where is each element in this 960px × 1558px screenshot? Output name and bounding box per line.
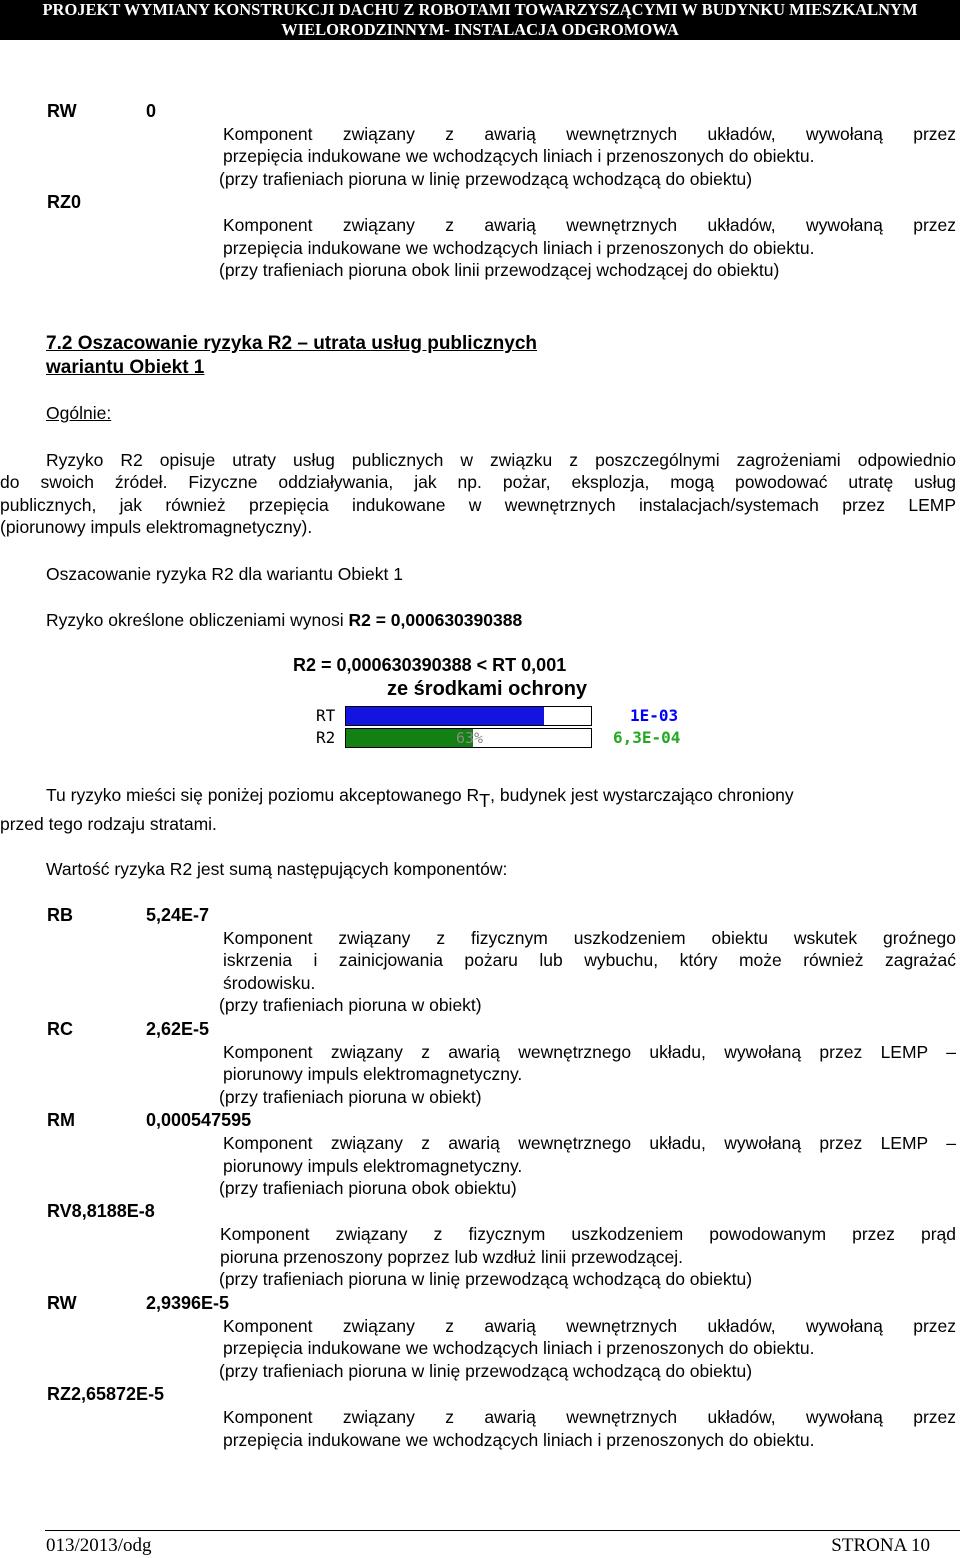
component-value: 2,9396E-5 bbox=[146, 1293, 230, 1313]
header-line-2: WIELORODZINNYM- INSTALACJA ODGROMOWA bbox=[281, 20, 679, 39]
header-line-1: PROJEKT WYMIANY KONSTRUKCJI DACHU Z ROBOTAMI TOWARZYSZĄCYMI W BUDYNKU MIESZKALNYM bbox=[42, 0, 918, 19]
conclusion-line-2: przed tego rodzaju stratami. bbox=[0, 814, 217, 834]
rz-desc-line-1: Komponent związany z awarią wewnętrznych układów, wywołaną przez bbox=[223, 215, 956, 235]
rz-desc-line-2: przepięcia indukowane we wchodzących liniach i przenoszonych do obiektu. bbox=[223, 238, 815, 258]
component-note: (przy trafieniach pioruna w linię przewodzącą wchodzącą do obiektu) bbox=[219, 1361, 753, 1381]
component-desc-line: Komponent związany z fizycznym uszkodzeniem powodowanym przez prąd bbox=[220, 1224, 956, 1244]
component-desc-line: Komponent związany z fizycznym uszkodzeniem obiektu wskutek groźnego bbox=[223, 928, 956, 948]
rw-desc-line-2: przepięcia indukowane we wchodzących liniach i przenoszonych do obiektu. bbox=[223, 146, 815, 166]
r2-bar-label: R2 bbox=[316, 728, 336, 747]
general-label: Ogólnie: bbox=[46, 403, 112, 423]
component-label: RC bbox=[47, 1019, 73, 1039]
component-label: RZ2,65872E-5 bbox=[47, 1384, 165, 1404]
rw-desc-line-1: Komponent związany z awarią wewnętrznych układów, wywołaną przez bbox=[223, 124, 956, 144]
r2-bar-fill bbox=[346, 729, 473, 747]
component-note: (przy trafieniach pioruna w obiekt) bbox=[219, 995, 482, 1015]
estimate-title: Oszacowanie ryzyka R2 dla wariantu Obiekt 1 bbox=[46, 564, 403, 584]
component-note: (przy trafieniach pioruna w linię przewodzącą wchodzącą do obiektu) bbox=[219, 1269, 753, 1289]
rw-label: RW bbox=[47, 101, 77, 121]
rt-bar-fill bbox=[346, 707, 544, 725]
r2-bar-value: 6,3E-04 bbox=[613, 728, 681, 747]
page-header bbox=[0, 0, 960, 40]
component-desc-line: piorunowy impuls elektromagnetyczny. bbox=[223, 1156, 523, 1176]
component-value: 5,24E-7 bbox=[146, 905, 210, 925]
result-line bbox=[46, 609, 522, 631]
result-value: R2 = 0,000630390388 bbox=[348, 610, 523, 630]
component-label: RB bbox=[47, 905, 73, 925]
para1-line-4: (piorunowy impuls elektromagnetyczny). bbox=[0, 517, 313, 537]
para1-line-3: publicznych, jak również przepięcia indukowane w wewnętrznych instalacjach/systemach przez LEMP bbox=[0, 495, 956, 515]
component-value: 0,000547595 bbox=[146, 1110, 252, 1130]
component-desc-line: Komponent związany z awarią wewnętrznych układów, wywołaną przez bbox=[223, 1316, 956, 1336]
r2-bar-percent: 63% bbox=[456, 729, 484, 747]
component-label: RM bbox=[47, 1110, 75, 1130]
component-label: RV8,8188E-8 bbox=[47, 1201, 155, 1221]
conclusion-subscript: T bbox=[479, 791, 491, 811]
component-desc-line: przepięcia indukowane we wchodzących liniach i przenoszonych do obiektu. bbox=[223, 1338, 815, 1358]
rw-note: (przy trafieniach pioruna w linię przewodzącą wchodzącą do obiektu) bbox=[219, 169, 753, 189]
sum-intro: Wartość ryzyka R2 jest sumą następujących komponentów: bbox=[46, 859, 508, 879]
conclusion-text-b: , budynek jest wystarczająco chroniony bbox=[490, 785, 794, 805]
component-desc-line: Komponent związany z awarią wewnętrznych układów, wywołaną przez bbox=[223, 1407, 956, 1427]
compare-line: R2 = 0,000630390388 < RT 0,001 bbox=[293, 655, 567, 675]
rt-bar bbox=[345, 706, 592, 726]
rz-note: (przy trafieniach pioruna obok linii przewodzącej wchodzącej do obiektu) bbox=[219, 260, 780, 280]
component-desc-line: Komponent związany z awarią wewnętrznego układu, wywołaną przez LEMP – bbox=[223, 1133, 956, 1153]
component-desc-line: środowisku. bbox=[223, 973, 316, 993]
component-desc-line: piorunowy impuls elektromagnetyczny. bbox=[223, 1064, 523, 1084]
component-desc-line: iskrzenia i zainicjowania pożaru lub wybuchu, który może również zagrażać bbox=[223, 950, 956, 970]
rt-bar-label: RT bbox=[316, 706, 336, 725]
rz-label: RZ0 bbox=[47, 192, 82, 212]
section-heading-line-1: 7.2 Oszacowanie ryzyka R2 – utrata usług publicznych bbox=[46, 333, 538, 354]
conclusion-line-1 bbox=[46, 784, 956, 811]
footer-rule bbox=[45, 1530, 960, 1531]
para1-line-1: Ryzyko R2 opisuje utraty usług publicznych w związku z poszczególnymi zagrożeniami odpowiednio bbox=[46, 450, 956, 470]
component-note: (przy trafieniach pioruna obok obiektu) bbox=[219, 1178, 517, 1198]
component-desc-line: pioruna przenoszony poprzez lub wzdłuż linii przewodzącej. bbox=[220, 1247, 684, 1267]
footer-page-number: STRONA 10 bbox=[831, 1535, 930, 1556]
section-heading-line-2: wariantu Obiekt 1 bbox=[46, 357, 205, 378]
component-desc-line: Komponent związany z awarią wewnętrznego układu, wywołaną przez LEMP – bbox=[223, 1042, 956, 1062]
para1-line-2: do swoich źródeł. Fizyczne oddziaływania, jak np. pożar, eksplozja, mogą powodować utratę usług bbox=[0, 472, 956, 492]
component-label: RW bbox=[47, 1293, 77, 1313]
component-value: 2,62E-5 bbox=[146, 1019, 210, 1039]
component-desc-line: przepięcia indukowane we wchodzących liniach i przenoszonych do obiektu. bbox=[223, 1430, 815, 1450]
conclusion-text-a: Tu ryzyko mieści się poniżej poziomu akceptowanego R bbox=[46, 785, 480, 805]
component-note: (przy trafieniach pioruna w obiekt) bbox=[219, 1087, 482, 1107]
rt-bar-value: 1E-03 bbox=[630, 706, 679, 725]
protection-label: ze środkami ochrony bbox=[387, 678, 588, 700]
rw-value: 0 bbox=[146, 101, 157, 121]
r2-bar bbox=[345, 728, 592, 748]
footer-doc-number: 013/2013/odg bbox=[46, 1535, 152, 1556]
result-prefix: Ryzyko określone obliczeniami wynosi bbox=[46, 610, 349, 630]
